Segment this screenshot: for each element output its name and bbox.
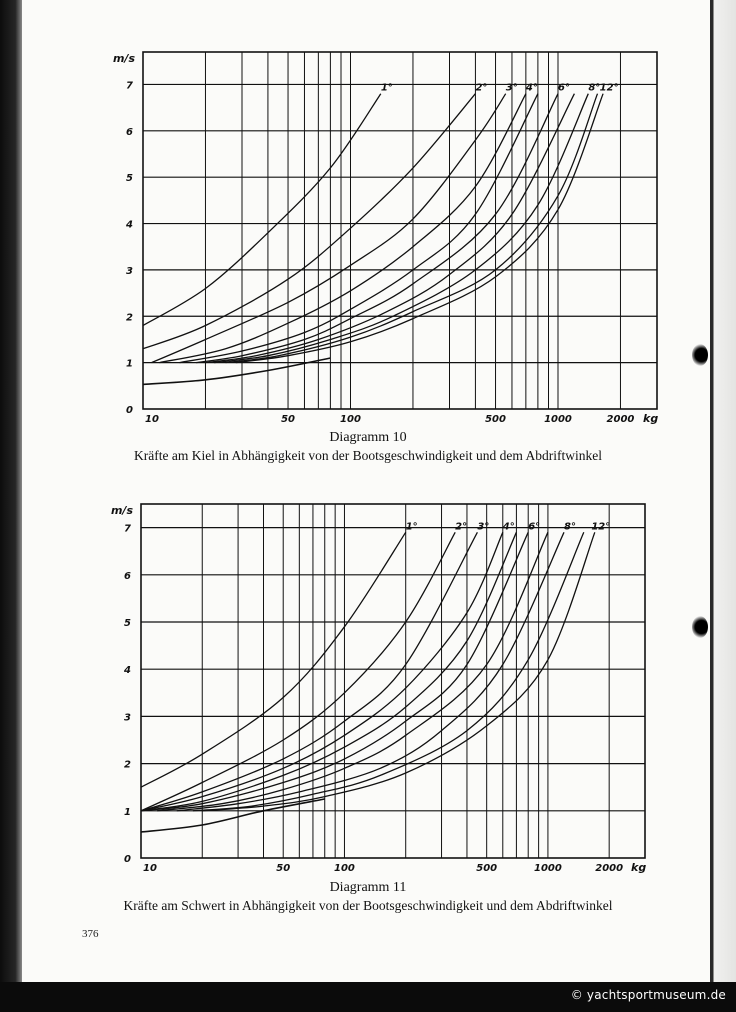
diagram-11-series-curve (193, 532, 584, 811)
diagram-10-series-label: 4° (525, 82, 538, 94)
watermark-text: © yachtsportmuseum.de (570, 988, 726, 1002)
diagram-10-caption: Kräfte am Kiel in Abhängigkeit von der Bootsgeschwindigkeit und dem Abdriftwinkel (134, 448, 602, 463)
diagram-10-series-label: 12° (599, 82, 619, 94)
diagram-11-number: Diagramm 11 (329, 880, 407, 895)
diagram-11-series-curve (157, 532, 548, 811)
diagram-10-xtick-label: 10 (145, 414, 159, 425)
diagram-10-ytick-label: 4 (126, 219, 133, 231)
diagram-11-series-curve (141, 532, 528, 811)
diagram-10-series-label: 3° (505, 82, 518, 94)
diagram-11-xtick-label: 100 (334, 863, 355, 874)
diagram-11-series-label: 8° (564, 521, 577, 533)
diagram-11-caption: Kräfte am Schwert in Abhängigkeit von der Bootsgeschwindigkeit und dem Abdriftwinkel (123, 898, 613, 913)
diagram-10-xunit-label: kg (643, 412, 659, 425)
diagram-10-ytick-label: 7 (126, 80, 133, 92)
diagram-11-series-label: 2° (455, 521, 468, 533)
diagram-11-ytick-label: 0 (124, 854, 131, 865)
diagram-10-xtick-label: 2000 (606, 414, 635, 425)
diagram-10-ytick-label: 0 (126, 405, 133, 416)
diagram-11-xunit-label: kg (631, 861, 647, 874)
diagram-10-number: Diagramm 10 (329, 430, 407, 445)
diagram-10-series-label: 2° (475, 82, 488, 94)
diagram-11-series-label: 6° (528, 521, 541, 533)
diagram-11-series-label: 1° (405, 521, 418, 533)
diagram-10-series-label: 6° (558, 82, 570, 94)
diagram-11-ytick-label: 1 (124, 806, 131, 818)
diagram-10-ytick-label: 3 (126, 265, 133, 277)
diagram-11-xtick-label: 2000 (595, 863, 624, 874)
diagram-11-xtick-label: 1000 (534, 863, 562, 874)
diagram-10-series-label: 8° (588, 82, 601, 94)
diagram-11-xtick-label: 10 (143, 863, 157, 874)
diagram-11-series-label: 12° (591, 521, 611, 533)
diagram-11-yunit-label: m/s (110, 504, 133, 517)
diagram-11-series-label: 3° (477, 521, 490, 533)
diagram-11-ytick-label: 4 (124, 665, 131, 677)
diagram-10-yunit-label: m/s (112, 52, 135, 65)
diagram-10-ytick-label: 2 (126, 312, 133, 324)
diagram-11-series-curve (141, 532, 516, 811)
diagram-11-xtick-label: 50 (276, 863, 291, 874)
diagram-10-ytick-label: 6 (126, 126, 133, 138)
diagram-11-series-curve (177, 532, 564, 811)
diagram-10-series-label: 1° (380, 82, 393, 94)
diagram-11-series-label: 4° (502, 521, 515, 533)
page-number: 376 (82, 928, 99, 940)
diagram-11-ytick-label: 7 (124, 523, 131, 535)
diagram-10-xtick-label: 100 (340, 414, 361, 425)
diagram-11-ytick-label: 2 (124, 759, 131, 771)
diagram-11-series-curve (141, 532, 406, 787)
diagram-11-ytick-label: 5 (124, 618, 131, 629)
diagram-10-ytick-label: 5 (126, 173, 133, 185)
diagram-10-ytick-label: 1 (126, 358, 133, 370)
diagram-10-xtick-label: 50 (281, 414, 295, 425)
diagram-11-xtick-label: 500 (476, 863, 498, 874)
diagram-11-ytick-label: 6 (124, 570, 131, 582)
diagram-10-xtick-label: 1000 (544, 414, 572, 425)
diagram-10-xtick-label: 500 (485, 414, 506, 425)
diagram-11-ytick-label: 3 (124, 712, 131, 724)
